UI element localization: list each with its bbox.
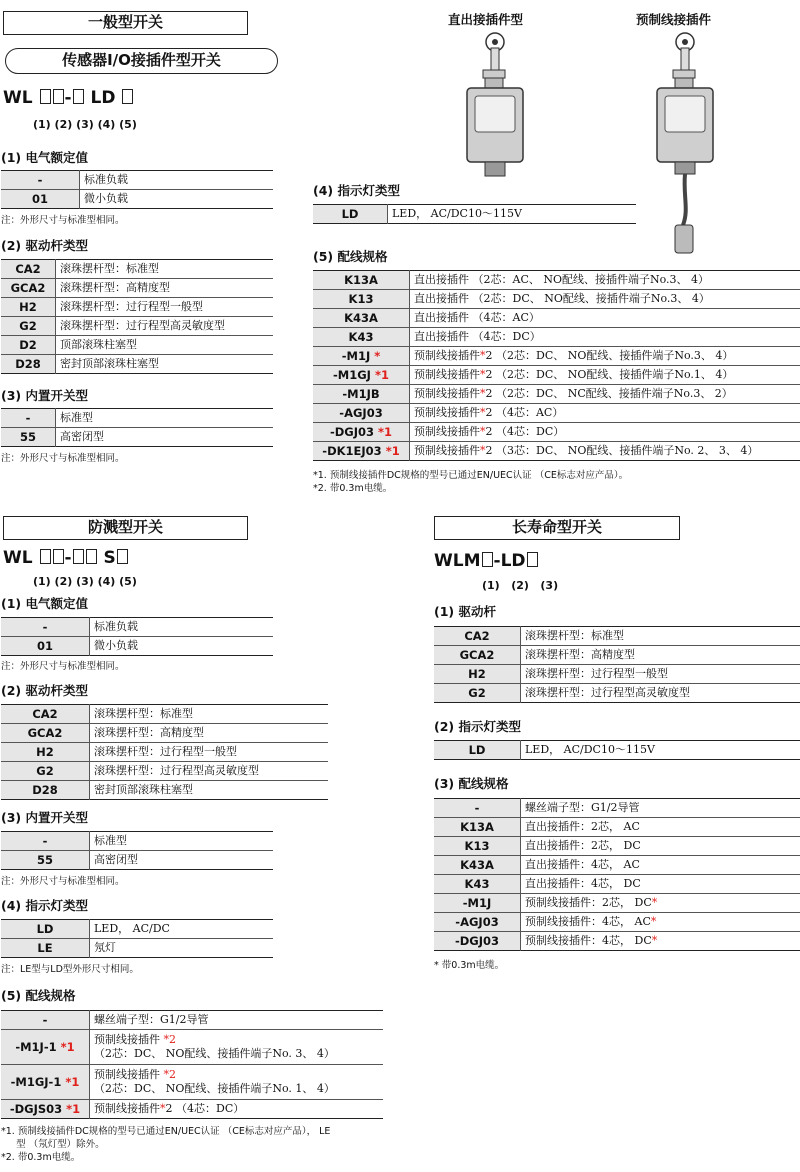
splash-s1-note: 注：外形尺寸与标准型相同。 bbox=[1, 661, 125, 672]
table-row: -M1JB 预制线接插件*2 （2芯：DC、 NC配线、接插件端子No.3、 2） bbox=[313, 385, 800, 404]
table-row: - 螺丝端子型：G1/2导管 bbox=[1, 1011, 383, 1030]
longlife-s1-table bbox=[434, 626, 800, 703]
table-row: K13 直出接插件 （2芯：DC、 NO配线、接插件端子No.3、 4） bbox=[313, 290, 800, 309]
table-row: GCA2 滚珠摆杆型：高精度型 bbox=[1, 724, 328, 743]
general-s1-note: 注：外形尺寸与标准型相同。 bbox=[1, 215, 125, 226]
longlife-title: 长寿命型开关 bbox=[434, 516, 680, 540]
general-s4-title: (4) 指示灯类型 bbox=[313, 183, 400, 198]
model-prefix: WL bbox=[3, 548, 33, 568]
splash-s3-table bbox=[1, 831, 273, 870]
longlife-s3-title: (3) 配线规格 bbox=[434, 776, 509, 791]
model-mid: -LD bbox=[493, 551, 526, 571]
splash-s2-title: (2) 驱动杆类型 bbox=[1, 683, 88, 698]
splash-s1-table bbox=[1, 617, 273, 656]
table-row: K13 直出接插件：2芯， DC bbox=[434, 837, 800, 856]
table-row: G2 滚珠摆杆型：过行程型高灵敏度型 bbox=[1, 762, 328, 781]
table-row: LD LED， AC/DC10～115V bbox=[313, 205, 636, 224]
placeholder-box bbox=[53, 89, 64, 104]
general-s1-table bbox=[1, 170, 273, 209]
splash-s5-note-3: *2. 带0.3m电缆。 bbox=[1, 1152, 81, 1163]
general-model-indices: (1) (2) (3) (4) (5) bbox=[33, 118, 137, 131]
model-prefix: WLM bbox=[434, 551, 481, 571]
general-s5-note-1: *1. 预制线接插件DC规格的型号已通过EN/UEC认证 （CE标志对应产品）。 bbox=[313, 470, 629, 481]
table-row: D2 顶部滚珠柱塞型 bbox=[1, 336, 273, 355]
table-row: - 标准型 bbox=[1, 832, 273, 851]
splash-s4-note: 注：LE型与LD型外形尺寸相同。 bbox=[1, 964, 139, 975]
table-row: - 标准负载 bbox=[1, 171, 273, 190]
table-row: K43 直出接插件：4芯， DC bbox=[434, 875, 800, 894]
table-row: D28 密封顶部滚珠柱塞型 bbox=[1, 355, 273, 374]
table-row: G2 滚珠摆杆型：过行程型高灵敏度型 bbox=[1, 317, 273, 336]
splash-s3-title: (3) 内置开关型 bbox=[1, 810, 88, 825]
picture-title-precabled: 预制线接插件 bbox=[636, 12, 712, 27]
table-row: -DGJ03 预制线接插件：4芯， DC* bbox=[434, 932, 800, 951]
placeholder-box bbox=[73, 89, 84, 104]
placeholder-box bbox=[40, 89, 51, 104]
table-row: H2 滚珠摆杆型：过行程型一般型 bbox=[1, 298, 273, 317]
model-mid: LD bbox=[90, 88, 116, 108]
picture-title-direct: 直出接插件型 bbox=[448, 12, 524, 27]
general-s3-note: 注：外形尺寸与标准型相同。 bbox=[1, 453, 125, 464]
table-row: K13A 直出接插件 （2芯：AC、 NO配线、接插件端子No.3、 4） bbox=[313, 271, 800, 290]
table-row: CA2 滚珠摆杆型：标准型 bbox=[1, 260, 273, 279]
table-row: H2 滚珠摆杆型：过行程型一般型 bbox=[434, 665, 800, 684]
longlife-s2-title: (2) 指示灯类型 bbox=[434, 719, 521, 734]
general-s4-table bbox=[313, 204, 636, 224]
general-model-code: WL - LD bbox=[3, 88, 134, 108]
general-s3-title: (3) 内置开关型 bbox=[1, 388, 88, 403]
table-row: 01 微小负载 bbox=[1, 637, 273, 656]
table-row: -AGJ03 预制线接插件*2 （4芯：AC） bbox=[313, 404, 800, 423]
splash-s4-table bbox=[1, 919, 273, 958]
switch-illustration-precabled bbox=[645, 30, 745, 265]
table-row: -AGJ03 预制线接插件：4芯， AC* bbox=[434, 913, 800, 932]
placeholder-box bbox=[73, 549, 84, 564]
splash-s2-table bbox=[1, 704, 328, 800]
table-row: CA2 滚珠摆杆型：标准型 bbox=[1, 705, 328, 724]
placeholder-box bbox=[527, 552, 538, 567]
general-s5-note-2: *2. 带0.3m电缆。 bbox=[313, 483, 393, 494]
table-row: CA2 滚珠摆杆型：标准型 bbox=[434, 627, 800, 646]
table-row: 55 高密闭型 bbox=[1, 428, 273, 447]
table-row: H2 滚珠摆杆型：过行程型一般型 bbox=[1, 743, 328, 762]
general-s3-table bbox=[1, 408, 273, 447]
table-row: D28 密封顶部滚珠柱塞型 bbox=[1, 781, 328, 800]
splash-s4-title: (4) 指示灯类型 bbox=[1, 898, 88, 913]
table-row: - 标准负载 bbox=[1, 618, 273, 637]
longlife-s3-note: * 带0.3m电缆。 bbox=[434, 960, 505, 971]
longlife-s2-table bbox=[434, 740, 800, 760]
general-title: 一般型开关 bbox=[3, 11, 248, 35]
model-prefix: WL bbox=[3, 88, 33, 108]
splash-s5-table bbox=[1, 1010, 383, 1119]
table-row: - 螺丝端子型：G1/2导管 bbox=[434, 799, 800, 818]
table-row: -M1GJ-1 *1 预制线接插件 *2 （2芯：DC、 NO配线、接插件端子No. 1、 4） bbox=[1, 1065, 383, 1100]
table-row: K43A 直出接插件：4芯， AC bbox=[434, 856, 800, 875]
general-subtitle: 传感器I/O接插件型开关 bbox=[5, 48, 278, 74]
table-row: -DGJ03 *1 预制线接插件*2 （4芯：DC） bbox=[313, 423, 800, 442]
table-row: LD LED， AC/DC10～115V bbox=[434, 741, 800, 760]
table-row: - 标准型 bbox=[1, 409, 273, 428]
general-s5-title: (5) 配线规格 bbox=[313, 249, 388, 264]
general-s2-title: (2) 驱动杆类型 bbox=[1, 238, 88, 253]
table-row: GCA2 滚珠摆杆型：高精度型 bbox=[434, 646, 800, 665]
longlife-model-indices: (1) (2) (3) bbox=[482, 579, 559, 592]
table-row: -M1J 预制线接插件：2芯， DC* bbox=[434, 894, 800, 913]
switch-illustration-direct bbox=[455, 30, 555, 180]
table-row: G2 滚珠摆杆型：过行程型高灵敏度型 bbox=[434, 684, 800, 703]
placeholder-box bbox=[53, 549, 64, 564]
placeholder-box bbox=[86, 549, 97, 564]
splash-s1-title: (1) 电气额定值 bbox=[1, 596, 88, 611]
placeholder-box bbox=[117, 549, 128, 564]
longlife-s3-table bbox=[434, 798, 800, 951]
table-row: LE 氖灯 bbox=[1, 939, 273, 958]
longlife-model-code bbox=[434, 551, 539, 571]
table-row: -DGJS03 *1 预制线接插件*2 （4芯：DC） bbox=[1, 1100, 383, 1119]
placeholder-box bbox=[122, 89, 133, 104]
placeholder-box bbox=[482, 552, 493, 567]
table-row: K43 直出接插件 （4芯：DC） bbox=[313, 328, 800, 347]
longlife-s1-title: (1) 驱动杆 bbox=[434, 604, 496, 619]
splash-s5-title: (5) 配线规格 bbox=[1, 988, 76, 1003]
table-row: LD LED， AC/DC bbox=[1, 920, 273, 939]
table-row: 55 高密闭型 bbox=[1, 851, 273, 870]
general-s1-title: (1) 电气额定值 bbox=[1, 150, 88, 165]
splash-s3-note: 注：外形尺寸与标准型相同。 bbox=[1, 876, 125, 887]
splash-title: 防溅型开关 bbox=[3, 516, 248, 540]
table-row: -M1J-1 *1 预制线接插件 *2 （2芯：DC、 NO配线、接插件端子No. 3、 4） bbox=[1, 1030, 383, 1065]
table-row: K43A 直出接插件 （4芯：AC） bbox=[313, 309, 800, 328]
splash-model-indices: (1) (2) (3) (4) (5) bbox=[33, 575, 137, 588]
splash-s5-note-1: *1. 预制线接插件DC规格的型号已通过EN/UEC认证 （CE标志对应产品）， LE bbox=[1, 1126, 331, 1137]
table-row: -M1GJ *1 预制线接插件*2 （2芯：DC、 NO配线、接插件端子No.1、 4） bbox=[313, 366, 800, 385]
table-row: 01 微小负载 bbox=[1, 190, 273, 209]
general-s2-table bbox=[1, 259, 273, 374]
placeholder-box bbox=[40, 549, 51, 564]
table-row: K13A 直出接插件：2芯， AC bbox=[434, 818, 800, 837]
general-s5-table bbox=[313, 270, 800, 461]
table-row: GCA2 滚珠摆杆型：高精度型 bbox=[1, 279, 273, 298]
splash-model-code: WL - S bbox=[3, 548, 129, 568]
table-row: -DK1EJ03 *1 预制线接插件*2 （3芯：DC、 NO配线、接插件端子No. 2、 3、 4） bbox=[313, 442, 800, 461]
table-row: -M1J * 预制线接插件*2 （2芯：DC、 NO配线、接插件端子No.3、 4） bbox=[313, 347, 800, 366]
splash-s5-note-2: 型 （氖灯型）除外。 bbox=[1, 1139, 105, 1150]
model-suffix: S bbox=[103, 548, 116, 568]
